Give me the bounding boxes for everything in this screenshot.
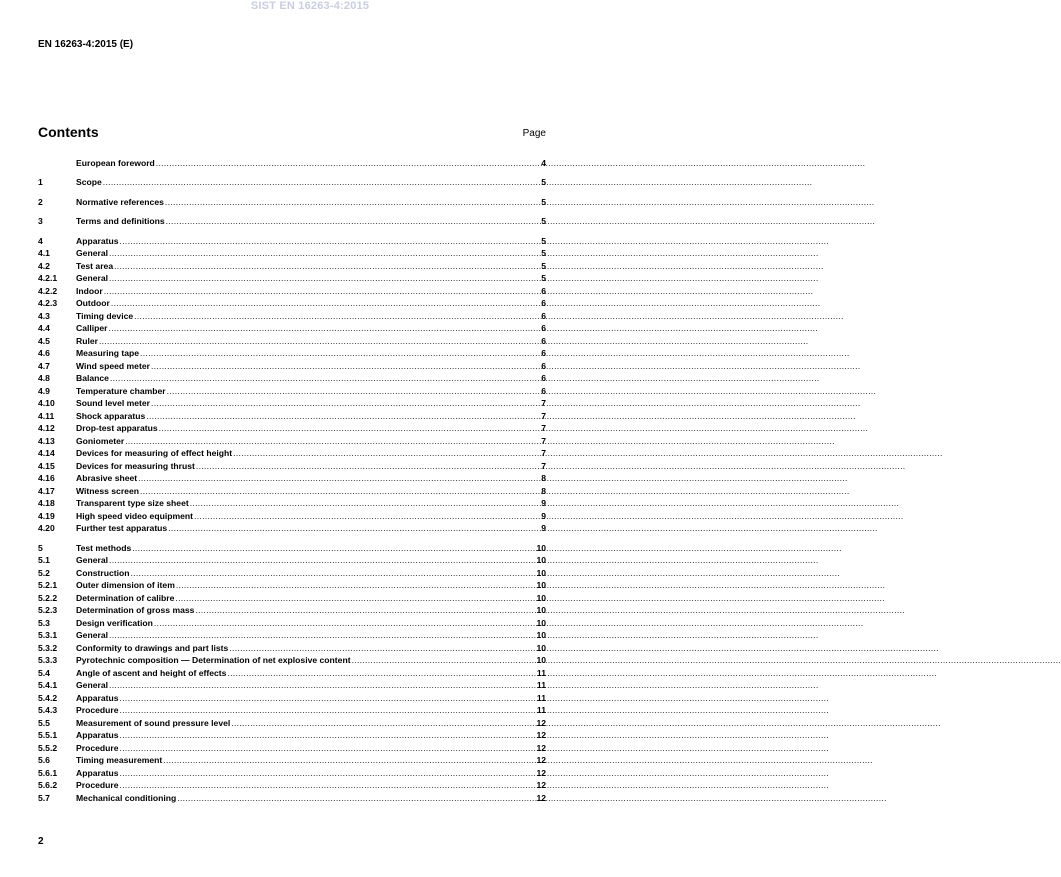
toc-entry-page: 10 — [536, 630, 546, 640]
toc-dot-leader — [174, 592, 535, 604]
toc-entry-number: 4.4 — [38, 323, 50, 333]
toc-entry-title: Outdoor — [76, 298, 110, 308]
toc-entry-number: 4.1 — [38, 248, 50, 258]
toc-dot-leader — [175, 579, 536, 591]
toc-entry-title: Temperature chamber — [76, 385, 166, 396]
toc-entry-page: 5 — [541, 273, 546, 283]
toc-dot-leader — [108, 322, 541, 334]
toc-entry-number: 4.19 — [38, 510, 55, 521]
toc-entry-number: 5 — [38, 542, 43, 553]
toc-entry-page: 7 — [541, 448, 546, 458]
toc-entry-title: General — [76, 680, 109, 690]
toc-entry-number: 5.2 — [38, 567, 50, 578]
toc-entry-number: 4.17 — [38, 485, 55, 496]
toc-entry[interactable] — [38, 297, 546, 310]
toc-dot-leader — [166, 385, 541, 397]
toc-dot-leader — [150, 397, 540, 409]
toc-dot-leader — [150, 360, 540, 372]
toc-entry[interactable] — [38, 284, 546, 297]
toc-entry-title: Devices for measuring of effect height — [76, 448, 233, 458]
toc-entry-page: 9 — [541, 498, 546, 508]
toc-entry-page: 10 — [536, 580, 546, 590]
toc-entry-page: 10 — [536, 605, 546, 615]
toc-entry-title: European foreword — [76, 157, 155, 168]
toc-entry-number: 4.13 — [38, 435, 55, 446]
toc-entry-title: Wind speed meter — [76, 360, 150, 371]
toc-entry-title: Further test apparatus — [76, 523, 168, 533]
toc-entry-number: 4.12 — [38, 423, 55, 433]
toc-entry-page: 10 — [536, 617, 546, 628]
toc-entry-page: 10 — [536, 542, 546, 553]
toc-entry[interactable] — [38, 397, 546, 410]
toc-entry-number: 4.2.1 — [38, 273, 58, 283]
toc-entry[interactable] — [38, 509, 546, 522]
toc-dot-leader — [108, 272, 540, 284]
toc-dot-leader — [119, 767, 536, 779]
toc-entry[interactable] — [38, 754, 546, 767]
toc-entry-number: 5.6.2 — [38, 780, 58, 790]
toc-entry-number: 5.2.3 — [38, 605, 58, 615]
toc-dot-leader — [232, 447, 540, 459]
toc-entry-number: 4.7 — [38, 360, 50, 371]
toc-entry-title: Conformity to drawings and part lists — [76, 642, 229, 653]
toc-dot-leader — [108, 554, 535, 566]
toc-dot-leader — [139, 485, 540, 497]
toc-dot-leader — [164, 196, 540, 208]
toc-entry-title: Procedure — [76, 780, 119, 790]
toc-dot-leader — [193, 510, 540, 522]
toc-entry-page: 10 — [536, 655, 546, 665]
toc-entry[interactable] — [38, 791, 546, 804]
toc-entry-page: 12 — [536, 755, 546, 765]
toc-entry-page: 5 — [541, 260, 546, 271]
page-number: 2 — [38, 836, 44, 847]
toc-entry-title: Transparent type size sheet — [76, 498, 189, 508]
toc-entry-number: 5.4.2 — [38, 692, 58, 703]
toc-entry-title: Procedure — [76, 705, 119, 715]
toc-entry-title: Measurement of sound pressure level — [76, 717, 231, 728]
toc-entry-title: Apparatus — [76, 692, 119, 703]
toc-entry-number: 5.3.1 — [38, 630, 58, 640]
toc-dot-leader — [103, 285, 540, 297]
table-of-contents — [38, 156, 546, 804]
toc-dot-leader — [108, 247, 540, 259]
toc-entry[interactable] — [38, 679, 546, 692]
page-column-label: Page — [522, 128, 546, 139]
toc-entry-number: 4.9 — [38, 385, 50, 396]
toc-entry[interactable] — [38, 422, 546, 435]
toc-entry-page: 8 — [541, 473, 546, 483]
toc-entry-title: Mechanical conditioning — [76, 792, 177, 803]
toc-entry-number: 4.11 — [38, 410, 55, 421]
toc-dot-leader — [195, 460, 540, 472]
toc-entry-page: 11 — [536, 667, 546, 678]
toc-entry-title: Terms and definitions — [76, 216, 165, 226]
toc-dot-leader — [133, 310, 540, 322]
toc-entry-page: 10 — [536, 592, 546, 603]
toc-entry-title: Witness screen — [76, 485, 139, 496]
toc-entry-title: Apparatus — [76, 235, 119, 246]
toc-entry-page: 6 — [541, 335, 546, 346]
toc-entry-number: 5.5.1 — [38, 730, 58, 740]
toc-entry-number: 5.4.1 — [38, 680, 58, 690]
toc-entry-page: 7 — [541, 423, 546, 433]
toc-entry-page: 7 — [541, 410, 546, 421]
toc-entry-number: 4.15 — [38, 460, 55, 471]
toc-entry[interactable] — [38, 484, 546, 497]
toc-entry[interactable] — [38, 472, 546, 485]
toc-entry[interactable] — [38, 766, 546, 779]
toc-entry-title: General — [76, 630, 109, 640]
toc-entry[interactable] — [38, 716, 546, 729]
toc-entry-number: 4 — [38, 235, 43, 246]
toc-dot-leader — [176, 792, 535, 804]
toc-entry-title: Procedure — [76, 742, 119, 753]
toc-entry-page: 7 — [541, 435, 546, 446]
toc-entry-page: 10 — [536, 642, 546, 653]
toc-entry-title: Determination of gross mass — [76, 605, 195, 615]
toc-entry[interactable] — [38, 604, 546, 617]
toc-entry[interactable] — [38, 779, 546, 792]
toc-entry-number: 4.6 — [38, 348, 50, 358]
toc-entry[interactable] — [38, 459, 546, 472]
toc-entry-number: 4.18 — [38, 498, 55, 508]
toc-entry-page: 10 — [536, 567, 546, 578]
toc-entry-number: 5.1 — [38, 555, 50, 565]
toc-entry-number: 4.16 — [38, 473, 55, 483]
toc-entry[interactable] — [38, 409, 546, 422]
toc-entry[interactable] — [38, 591, 546, 604]
toc-entry[interactable] — [38, 654, 546, 667]
toc-dot-leader — [124, 435, 540, 447]
toc-entry-number: 5.5.2 — [38, 742, 58, 753]
toc-entry-page: 5 — [541, 177, 546, 187]
toc-entry[interactable] — [38, 554, 546, 567]
toc-entry-number: 4.2 — [38, 260, 50, 271]
toc-dot-leader — [155, 157, 540, 169]
toc-entry-page: 9 — [541, 510, 546, 521]
toc-entry-title: Timing measurement — [76, 755, 163, 765]
toc-entry[interactable] — [38, 359, 546, 372]
toc-dot-leader — [119, 235, 541, 247]
toc-entry[interactable] — [38, 704, 546, 717]
toc-entry[interactable] — [38, 234, 546, 247]
toc-entry-title: Construction — [76, 567, 130, 578]
toc-entry[interactable] — [38, 541, 546, 554]
toc-dot-leader — [351, 654, 536, 666]
toc-dot-leader — [109, 372, 540, 384]
toc-entry-number: 4.8 — [38, 373, 50, 383]
toc-dot-leader — [226, 667, 535, 679]
toc-dot-leader — [158, 422, 541, 434]
toc-entry-page: 6 — [541, 373, 546, 383]
toc-dot-leader — [137, 472, 540, 484]
toc-entry-title: Ruler — [76, 335, 98, 346]
toc-entry-number: 4.14 — [38, 448, 55, 458]
toc-entry-title: Design verification — [76, 617, 153, 628]
toc-entry-number: 4.20 — [38, 523, 55, 533]
toc-entry-title: Outer dimension of item — [76, 580, 175, 590]
toc-entry-title: Test methods — [76, 542, 132, 553]
toc-entry[interactable] — [38, 259, 546, 272]
toc-entry-number: 4.5 — [38, 335, 50, 346]
toc-entry[interactable] — [38, 195, 546, 208]
toc-entry-page: 6 — [541, 298, 546, 308]
toc-dot-leader — [228, 642, 535, 654]
toc-dot-leader — [119, 704, 536, 716]
toc-entry-page: 12 — [536, 780, 546, 790]
toc-entry-number: 3 — [38, 216, 43, 226]
toc-entry-title: Calliper — [76, 323, 108, 333]
toc-entry[interactable] — [38, 372, 546, 385]
toc-entry-title: Apparatus — [76, 730, 119, 740]
toc-entry-page: 10 — [536, 555, 546, 565]
toc-entry-page: 12 — [536, 767, 546, 778]
toc-entry-page: 7 — [541, 398, 546, 408]
toc-entry-title: Balance — [76, 373, 109, 383]
toc-entry[interactable] — [38, 641, 546, 654]
toc-entry-number: 5.2.1 — [38, 580, 58, 590]
toc-entry-number: 4.10 — [38, 398, 55, 408]
toc-dot-leader — [108, 629, 535, 641]
toc-dot-leader — [102, 176, 540, 188]
toc-dot-leader — [119, 692, 536, 704]
toc-dot-leader — [230, 717, 535, 729]
toc-entry-title: Shock apparatus — [76, 410, 146, 421]
toc-dot-leader — [119, 729, 536, 741]
toc-entry[interactable] — [38, 616, 546, 629]
toc-entry-title: Measuring tape — [76, 348, 140, 358]
toc-entry-number: 1 — [38, 177, 43, 187]
toc-entry-number: 5.4.3 — [38, 705, 58, 715]
toc-entry-title: Goniometer — [76, 435, 125, 446]
toc-dot-leader — [108, 679, 536, 691]
toc-entry-number: 5.4 — [38, 667, 50, 678]
toc-entry-page: 11 — [536, 705, 546, 715]
toc-entry-page: 5 — [541, 235, 546, 246]
toc-entry-number: 4.2.2 — [38, 285, 58, 296]
toc-entry-page: 12 — [536, 717, 546, 728]
toc-entry[interactable] — [38, 691, 546, 704]
toc-entry-title: High speed video equipment — [76, 510, 193, 521]
toc-entry[interactable] — [38, 334, 546, 347]
toc-dot-leader — [194, 604, 535, 616]
toc-dot-leader — [129, 567, 535, 579]
toc-entry-number: 5.6 — [38, 755, 50, 765]
toc-entry-number: 5.3.2 — [38, 642, 58, 653]
toc-entry-number: 5.7 — [38, 792, 50, 803]
toc-entry-number: 5.3.3 — [38, 655, 58, 665]
toc-dot-leader — [153, 617, 536, 629]
toc-entry[interactable] — [38, 741, 546, 754]
toc-entry-page: 5 — [541, 248, 546, 258]
toc-dot-leader — [145, 410, 540, 422]
toc-entry-title: Indoor — [76, 285, 103, 296]
toc-entry-title: Sound level meter — [76, 398, 151, 408]
toc-entry[interactable] — [38, 522, 546, 535]
toc-dot-leader — [131, 542, 535, 554]
toc-entry-page: 9 — [541, 523, 546, 533]
toc-entry-page: 6 — [541, 360, 546, 371]
toc-entry-title: Determination of calibre — [76, 592, 175, 603]
toc-entry-title: General — [76, 555, 109, 565]
toc-entry[interactable] — [38, 434, 546, 447]
page-title: Contents — [38, 124, 99, 140]
toc-dot-leader — [119, 779, 536, 791]
toc-entry-page: 5 — [541, 216, 546, 226]
toc-entry-title: General — [76, 273, 109, 283]
toc-entry-page: 6 — [541, 285, 546, 296]
toc-entry-title: Scope — [76, 177, 102, 187]
toc-entry-title: Apparatus — [76, 767, 119, 778]
toc-entry[interactable] — [38, 384, 546, 397]
toc-entry[interactable] — [38, 447, 546, 460]
toc-entry[interactable] — [38, 729, 546, 742]
toc-entry-page: 12 — [536, 792, 546, 803]
toc-entry-number: 4.3 — [38, 310, 50, 321]
toc-dot-leader — [165, 215, 541, 227]
document-reference: EN 16263-4:2015 (E) — [38, 39, 134, 50]
toc-dot-leader — [119, 742, 536, 754]
toc-entry[interactable] — [38, 666, 546, 679]
toc-entry-title: Angle of ascent and height of effects — [76, 667, 227, 678]
toc-dot-leader — [110, 297, 540, 309]
toc-entry-number: 5.5 — [38, 717, 50, 728]
toc-entry-number: 5.3 — [38, 617, 50, 628]
toc-entry-page: 8 — [541, 485, 546, 496]
toc-entry-title: Test area — [76, 260, 114, 271]
toc-entry[interactable] — [38, 497, 546, 510]
toc-entry-page: 5 — [541, 196, 546, 207]
toc-entry-number: 5.2.2 — [38, 592, 58, 603]
toc-entry-title: General — [76, 248, 109, 258]
toc-entry[interactable] — [38, 309, 546, 322]
toc-entry-page: 12 — [536, 730, 546, 740]
toc-entry-page: 12 — [536, 742, 546, 753]
toc-entry-page: 6 — [541, 310, 546, 321]
toc-entry-page: 6 — [541, 323, 546, 333]
toc-entry-title: Normative references — [76, 196, 164, 207]
toc-entry-title: Pyrotechnic composition — Determination of net explosive content — [76, 655, 351, 665]
toc-entry[interactable] — [38, 272, 546, 285]
toc-dot-leader — [98, 335, 540, 347]
toc-entry-number: 5.6.1 — [38, 767, 58, 778]
toc-entry[interactable] — [38, 215, 546, 228]
toc-entry-title: Devices for measuring thrust — [76, 460, 195, 471]
toc-entry-title: Abrasive sheet — [76, 473, 138, 483]
toc-entry[interactable] — [38, 156, 546, 169]
toc-dot-leader — [162, 754, 535, 766]
toc-entry[interactable] — [38, 347, 546, 360]
toc-entry-page: 11 — [536, 692, 546, 703]
toc-entry[interactable] — [38, 566, 546, 579]
toc-entry[interactable] — [38, 176, 546, 189]
toc-entry[interactable] — [38, 322, 546, 335]
toc-dot-leader — [139, 347, 540, 359]
toc-entry-title: Timing device — [76, 310, 134, 321]
watermark: SIST EN 16263-4:2015 — [250, 0, 370, 12]
toc-entry-page: 11 — [536, 680, 546, 690]
toc-dot-leader — [189, 497, 541, 509]
toc-entry-number: 2 — [38, 196, 43, 207]
toc-entry[interactable] — [38, 629, 546, 642]
toc-dot-leader — [167, 522, 540, 534]
toc-entry[interactable] — [38, 579, 546, 592]
toc-entry-number: 4.2.3 — [38, 298, 58, 308]
toc-entry-page: 6 — [541, 385, 546, 396]
toc-entry-page: 6 — [541, 348, 546, 358]
toc-entry-page: 4 — [541, 157, 546, 168]
toc-entry[interactable] — [38, 247, 546, 260]
toc-entry-page: 7 — [541, 460, 546, 471]
toc-entry-title: Drop-test apparatus — [76, 423, 158, 433]
toc-dot-leader — [113, 260, 540, 272]
